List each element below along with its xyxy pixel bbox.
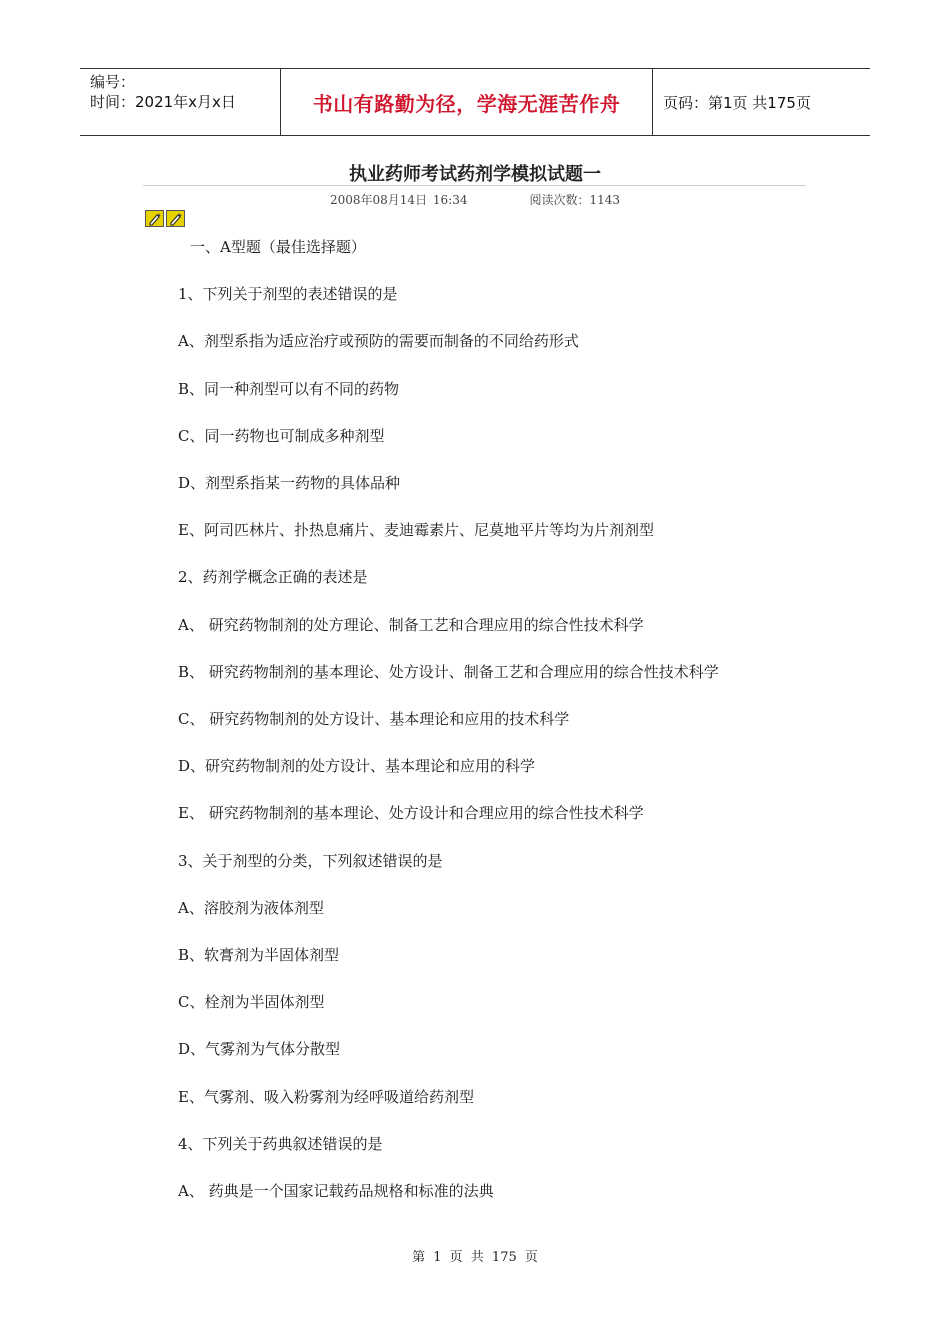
question-line: C、栓剂为半固体剂型 [178, 993, 325, 1012]
question-line: B、同一种剂型可以有不同的药物 [178, 379, 400, 398]
toolbar-icons [145, 210, 185, 227]
pencil-icon[interactable] [145, 210, 164, 227]
question-line: A、 药典是一个国家记载药品规格和标准的法典 [178, 1182, 494, 1200]
pencil-icon[interactable] [166, 210, 185, 227]
question-line: A、溶胶剂为液体剂型 [178, 898, 324, 917]
question-line: D、剂型系指某一药物的具体品种 [178, 474, 401, 492]
motto: 书山有路勤为径，学海无涯苦作舟 [281, 69, 653, 135]
question-line: D、气雾剂为气体分散型 [178, 1040, 341, 1059]
question-line: A、剂型系指为适应治疗或预防的需要而制备的不同给药形式 [178, 332, 579, 351]
page-label: 页码：第1页 共175页 [663, 93, 811, 112]
time-label: 时间：2021年x月x日 [90, 93, 236, 111]
question-line: E、阿司匹林片、扑热息痛片、麦迪霉素片、尼莫地平片等均为片剂剂型 [178, 521, 654, 540]
article-meta [0, 191, 950, 208]
title-divider [143, 185, 806, 186]
question-line: 1、下列关于剂型的表述错误的是 [178, 285, 398, 304]
header-info-cell [80, 69, 281, 135]
question-line: 4、下列关于药典叙述错误的是 [178, 1134, 383, 1153]
publish-date: 2008年08月14日 16:34 [329, 193, 468, 207]
number-label: 编号： [90, 73, 136, 91]
question-line: A、 研究药物制剂的处方理论、制备工艺和合理应用的综合性技术科学 [178, 615, 644, 634]
question-line: 2、药剂学概念正确的表述是 [178, 568, 368, 587]
question-line: C、同一药物也可制成多种剂型 [178, 426, 385, 445]
section-heading: 一、A型题（最佳选择题） [190, 238, 366, 256]
question-line: B、 研究药物制剂的基本理论、处方设计、制备工艺和合理应用的综合性技术科学 [178, 662, 719, 681]
read-count: 阅读次数：1143 [529, 193, 621, 207]
header-table [80, 68, 870, 136]
page-footer: 第 1 页 共 175 页 [412, 1250, 538, 1265]
question-line: E、 研究药物制剂的基本理论、处方设计和合理应用的综合性技术科学 [178, 804, 644, 823]
question-line: B、软膏剂为半固体剂型 [178, 946, 340, 964]
page-title: 执业药师考试药剂学模拟试题一 [349, 164, 601, 185]
question-line: E、气雾剂、吸入粉雾剂为经呼吸道给药剂型 [178, 1087, 474, 1106]
question-line: 3、关于剂型的分类，下列叙述错误的是 [178, 851, 443, 870]
question-line: D、研究药物制剂的处方设计、基本理论和应用的科学 [178, 757, 536, 776]
question-line: C、 研究药物制剂的处方设计、基本理论和应用的技术科学 [178, 710, 570, 728]
